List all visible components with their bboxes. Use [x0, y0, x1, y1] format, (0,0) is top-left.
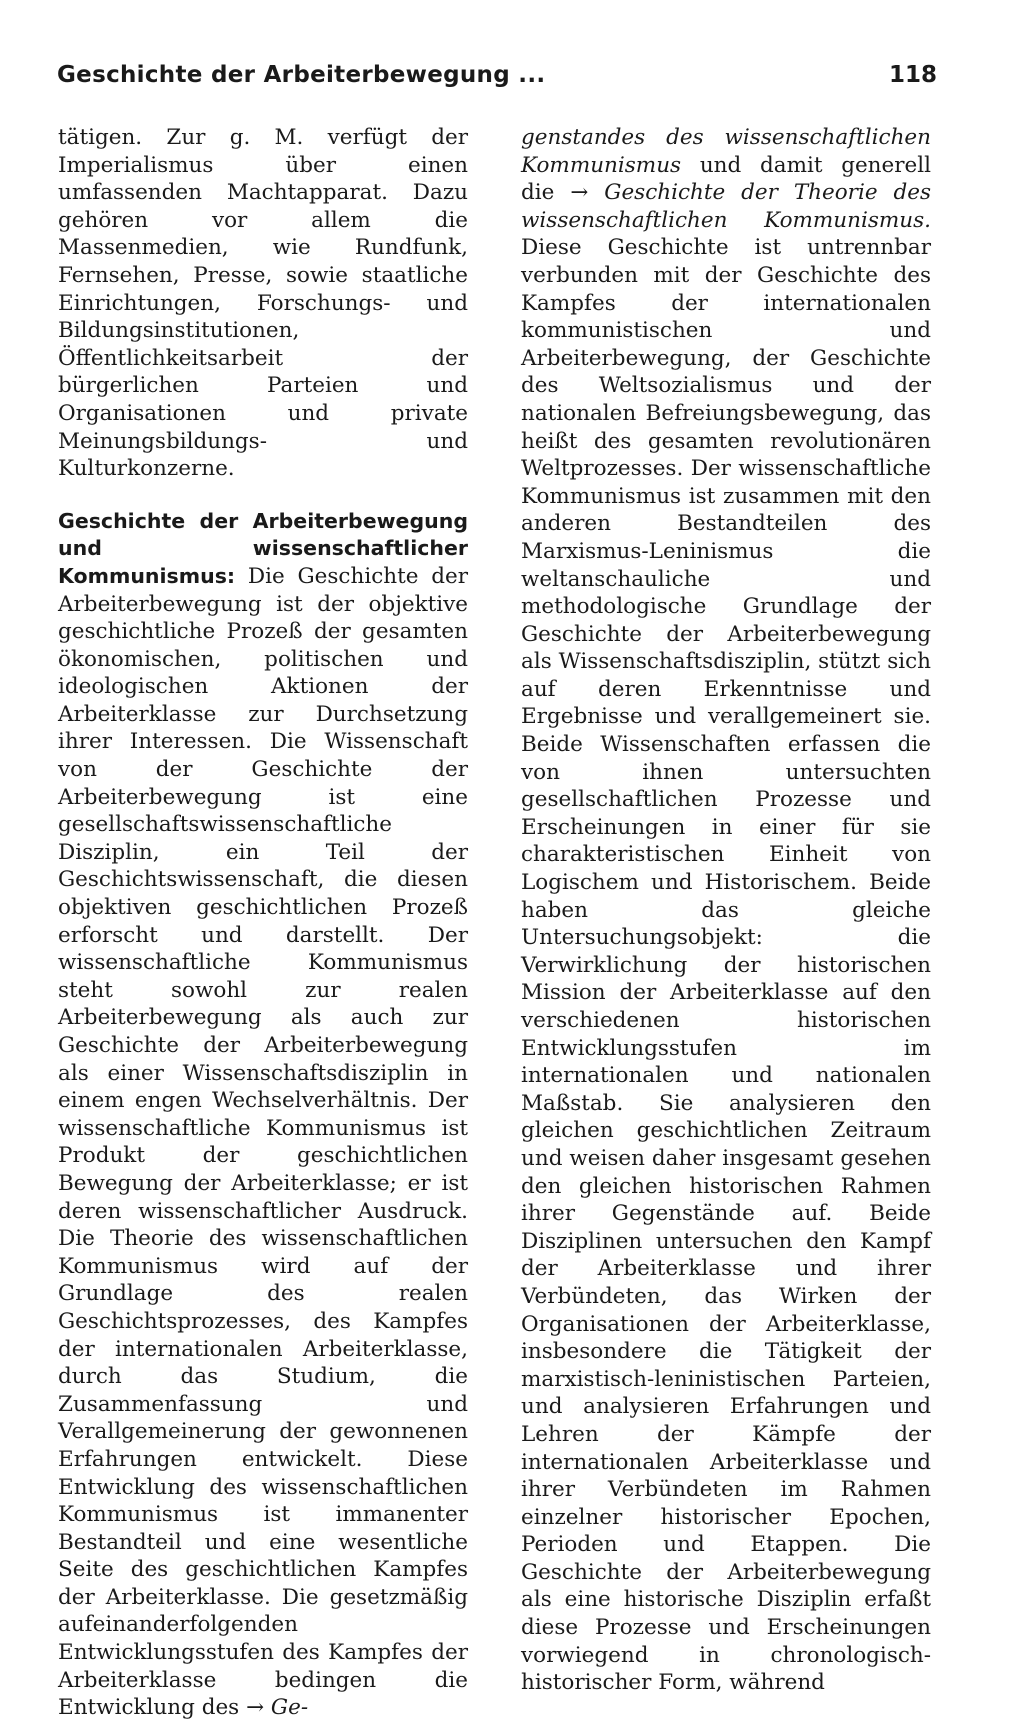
dictionary-entry [58, 508, 468, 1722]
paragraph-continuation: tätigen. Zur g. M. verfügt der Imperialismus über einen umfassenden Machtapparat. Dazu gehören vor allem die Massenmedien, wie Rundfunk, Fernsehen, Presse, sowie staatliche Einrichtungen, Forschungs- und Bildungsinstitutionen, Öffentlichkeitsarbeit der bürgerlichen Parteien und Organisationen und private Meinungsbildungs- und Kulturkonzerne. [58, 125, 468, 482]
entry-heading: Geschichte der Arbeiterbewegung und wissenschaftlicher Kommunismus: [58, 508, 468, 588]
page-header [57, 62, 937, 102]
cross-reference-arrow: → [570, 180, 589, 206]
entry-body-continuation [521, 124, 931, 1697]
cross-reference-theory: Geschichte der Theorie des wissenschaftlichen Kommunismus. [521, 180, 932, 233]
right-column [521, 124, 931, 1697]
running-head-title: Geschichte der Arbeiterbewegung ... [57, 62, 546, 88]
cross-reference-arrow: → [246, 1695, 265, 1721]
body-text: und damit generell die [521, 152, 932, 206]
cross-reference-start: Ge- [270, 1695, 309, 1721]
entry-body-text: Die Geschichte der Arbeiterbewegung ist der objektive geschichtliche Prozeß der gesamten ökonomischen, politischen und ideologischen Aktionen der Arbeiterklasse zur Durchsetzung ihrer Interessen. Die Wissenschaft von der Geschichte der Arbeiterbewegung ist eine gesellschaftswissenschaftliche Disziplin, ein Teil der Geschichtswissenschaft, die diesen objektiven geschichtlichen Prozeß erforscht und darstellt. Der wissenschaftliche Kommunismus steht sowohl zur realen Arbeiterbewegung als auch zur Geschichte der Arbeiterbewegung als einer Wissenschaftsdisziplin in einem engen Wechselverhältnis. Der wissenschaftliche Kommunismus ist Produkt der geschichtlichen Bewegung der Arbeiterklasse; er ist deren wissenschaftlicher Ausdruck. Die Theorie des wissenschaftlichen Kommunismus wird auf der Grundlage des realen Geschichtsprozesses, des Kampfes der internationalen Arbeiterklasse, durch das Studium, die Zusammenfassung und Verallgemeinerung der gewonnenen Erfahrungen entwickelt. Diese Entwicklung des wissenschaftlichen Kommunismus ist immanenter Bestandteil und eine wesentliche Seite des geschichtlichen Kampfes der Arbeiterklasse. Die gesetzmäßig aufeinanderfolgenden Entwicklungsstufen des Kampfes der Arbeiterklasse bedingen die Entwicklung des [58, 563, 468, 1721]
page-number: 118 [888, 62, 937, 88]
cross-reference-continuation: genstandes des wissenschaftlichen Kommunismus [521, 125, 931, 178]
body-text: Diese Geschichte ist untrennbar verbunden mit der Geschichte des Kampfes der internationalen kommunistischen und Arbeiterbewegung, der Geschichte des Weltsozialismus und der nationalen Befreiungsbewegung, das heißt des gesamten revolutionären Weltprozesses. Der wissenschaftliche Kommunismus ist zusammen mit den anderen Bestandteilen des Marxismus-Leninismus die weltanschauliche und methodologische Grundlage der Geschichte der Arbeiterbewegung als Wissenschaftsdisziplin, stützt sich auf deren Erkenntnisse und Ergebnisse und verallgemeinert sie. Beide Wissenschaften erfassen die von ihnen untersuchten gesellschaftlichen Prozesse und Erscheinungen in einer für sie charakteristischen Einheit von Logischem und Historischem. Beide haben das gleiche Untersuchungsobjekt: die Verwirklichung der historischen Mission der Arbeiterklasse auf den verschiedenen historischen Entwicklungsstufen im internationalen und nationalen Maßstab. Sie analysieren den gleichen geschichtlichen Zeitraum und weisen daher insgesamt gesehen den gleichen historischen Rahmen ihrer Gegenstände auf. Beide Disziplinen untersuchen den Kampf der Arbeiterklasse und ihrer Verbündeten, das Wirken der Organisationen der Arbeiterklasse, insbesondere die Tätigkeit der marxistisch-leninistischen Parteien, und analysieren Erfahrungen und Lehren der Kämpfe der internationalen Arbeiterklasse und ihrer Verbündeten im Rahmen einzelner historischer Epochen, Perioden und Etappen. Die Geschichte der Arbeiterbewegung als eine historische Disziplin erfaßt diese Prozesse und Erscheinungen vorwiegend in chronologisch-historischer Form, während [521, 235, 931, 1696]
left-column [58, 124, 468, 1722]
